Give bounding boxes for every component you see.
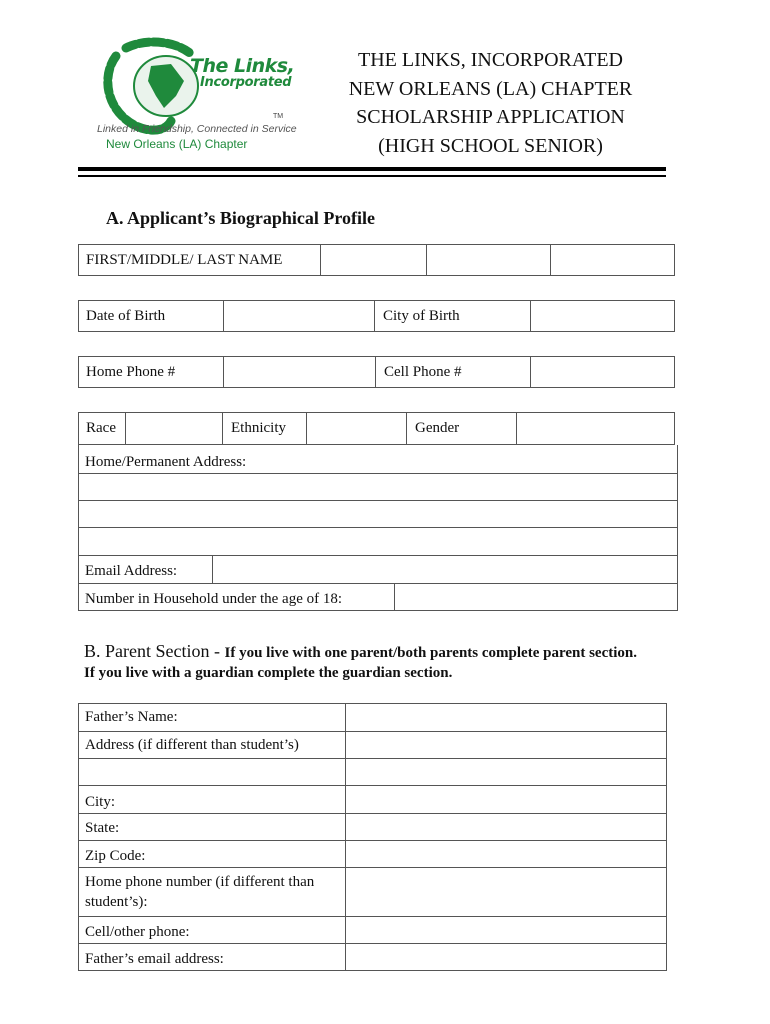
title-line-3: SCHOLARSHIP APPLICATION [356,106,625,128]
father-zip-field[interactable] [346,841,666,867]
father-name-label: Father’s Name: [85,709,178,725]
title-line-4: (HIGH SCHOOL SENIOR) [378,134,603,157]
father-email-field[interactable] [346,944,666,970]
city-of-birth-label: City of Birth [383,307,460,324]
email-label: Email Address: [85,562,178,579]
title-line-1: THE LINKS, INCORPORATED [358,49,623,71]
father-city-label: City: [85,793,116,810]
section-b-heading [84,641,637,662]
father-zip-label: Zip Code: [85,847,146,864]
father-address-line-2-field[interactable] [346,759,666,785]
address-line-3-field[interactable] [79,528,677,555]
dob-field[interactable] [223,301,375,331]
household-label: Number in Household under the age of 18: [85,590,343,607]
city-of-birth-field[interactable] [530,301,674,331]
address-line-2-field[interactable] [79,501,677,527]
race-label: Race [86,420,116,436]
father-home-phone-label: Home phone number (if different than student’s): [85,874,315,910]
first-name-field[interactable] [320,245,426,275]
middle-name-field[interactable] [426,245,550,275]
father-state-field[interactable] [346,814,666,840]
father-city-field[interactable] [346,786,666,813]
email-field[interactable] [212,556,677,583]
father-email-label: Father’s email address: [85,950,224,967]
home-phone-label: Home Phone # [86,363,176,380]
ethnicity-field[interactable] [306,413,407,444]
address-label: Home/Permanent Address: [85,453,247,470]
section-a-heading: A. Applicant’s Biographical Profile [106,208,376,228]
father-cell-phone-label: Cell/other phone: [85,923,190,940]
ethnicity-label: Ethnicity [231,420,286,436]
logo-title-line1: The Links, [190,55,295,77]
header-rule-thick [78,167,666,171]
logo-chapter: New Orleans (LA) Chapter [106,137,248,151]
title-line-2: NEW ORLEANS (LA) CHAPTER [348,77,633,100]
gender-field[interactable] [516,413,674,444]
father-address-label: Address (if different than student’s) [85,736,299,753]
home-phone-field[interactable] [223,357,376,387]
race-field[interactable] [125,413,223,444]
last-name-field[interactable] [550,245,674,275]
cell-phone-field[interactable] [530,357,674,387]
father-address-extra-label [78,759,345,785]
header-rule-thin [78,175,666,177]
logo-title-line2: Incorporated [200,75,292,90]
section-b-title: B. Parent Section - [84,641,225,661]
father-address-field[interactable] [346,732,666,758]
cell-phone-label: Cell Phone # [384,363,462,380]
name-label: FIRST/MIDDLE/ LAST NAME [86,251,283,268]
logo-trademark: TM [273,113,284,120]
father-name-field[interactable] [346,704,666,731]
household-field[interactable] [394,584,677,610]
address-line-1-field[interactable] [79,474,677,500]
father-cell-phone-field[interactable] [346,917,666,943]
gender-label: Gender [415,420,460,436]
section-b-note: If you live with one parent/both parents complete parent section. [224,645,637,661]
father-home-phone-field[interactable] [346,868,666,916]
father-state-label: State: [85,819,120,836]
logo-tagline: Linked in Friendship, Connected in Service [97,123,297,135]
dob-label: Date of Birth [86,307,166,324]
section-b-guardian-note: If you live with a guardian complete the guardian section. [84,665,453,681]
document-title [318,46,663,160]
